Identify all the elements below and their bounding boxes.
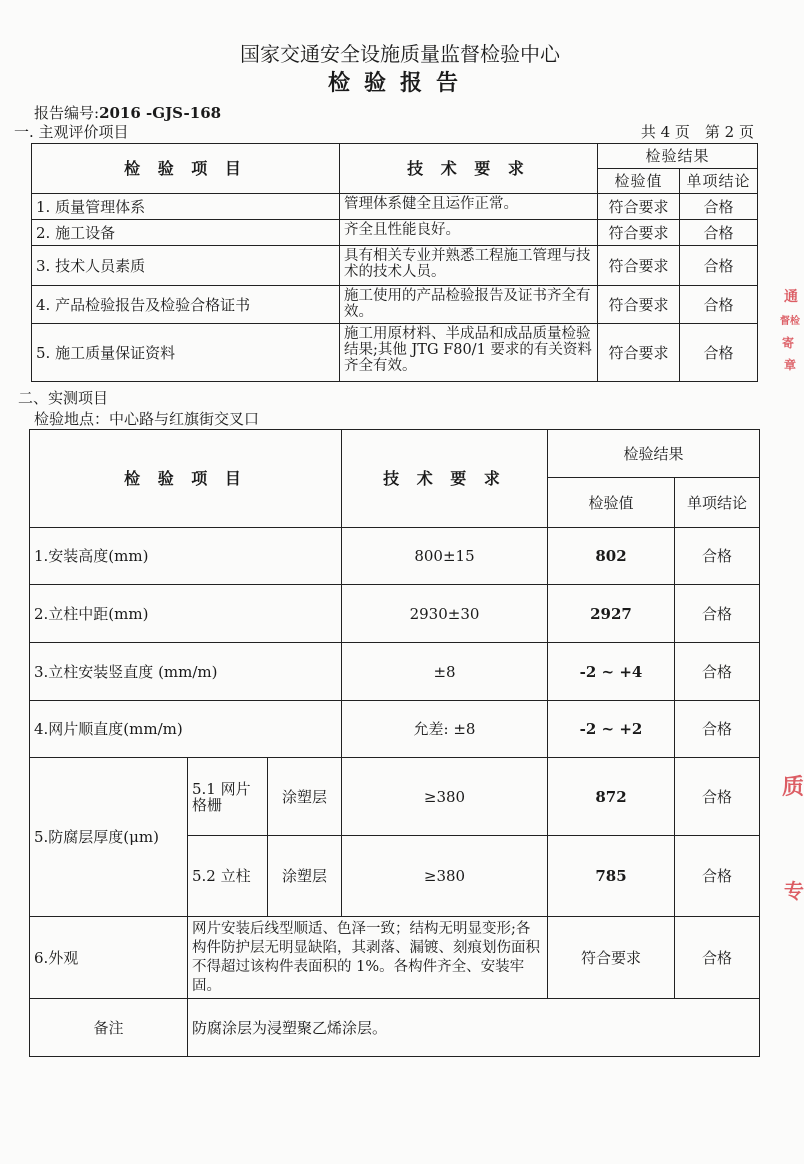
row-requirement: ≥380 <box>342 836 548 917</box>
row-requirement: 齐全且性能良好。 <box>340 220 598 246</box>
report-number <box>34 102 221 123</box>
stamp-fragment: 寄 <box>782 336 795 350</box>
remark-text: 防腐涂层为浸塑聚乙烯涂层。 <box>188 999 760 1057</box>
subjective-evaluation-table <box>31 143 758 382</box>
table-row <box>32 246 758 286</box>
row-item: 3.立柱安装竖直度 (mm/m) <box>30 643 342 701</box>
sub-item-layer: 涂塑层 <box>268 758 342 836</box>
row-conclusion: 合格 <box>680 286 758 324</box>
table-row <box>32 324 758 382</box>
section1-title: 一. 主观评价项目 <box>14 123 129 141</box>
page-info: 共 4 页 第 2 页 <box>640 123 754 141</box>
table-row <box>30 917 760 999</box>
row-item: 2.立柱中距(mm) <box>30 585 342 643</box>
row-item: 4. 产品检验报告及检验合格证书 <box>32 286 340 324</box>
row-value: 785 <box>548 836 675 917</box>
row-item: 5. 施工质量保证资料 <box>32 324 340 382</box>
row-requirement: ±8 <box>342 643 548 701</box>
header-value: 检验值 <box>548 478 675 528</box>
row-conclusion: 合格 <box>675 528 760 585</box>
row-requirement: 施工使用的产品检验报告及证书齐全有效。 <box>340 286 598 324</box>
table-row <box>30 758 760 836</box>
stamp-fragment: 章 <box>784 358 797 372</box>
inspection-location: 检验地点：中心路与红旗街交叉口 <box>34 410 260 428</box>
stamp-fragment: 质 <box>782 774 804 800</box>
header-item: 检 验 项 目 <box>32 144 340 194</box>
report-number-value: 2016 -GJS-168 <box>99 104 222 122</box>
row-value: 2927 <box>548 585 675 643</box>
row-conclusion: 合格 <box>680 220 758 246</box>
row-requirement: ≥380 <box>342 758 548 836</box>
remark-row <box>30 999 760 1057</box>
header-result: 检验结果 <box>598 144 758 169</box>
row-value: -2 ~ +4 <box>548 643 675 701</box>
table-row <box>32 286 758 324</box>
row-conclusion: 合格 <box>680 194 758 220</box>
row-conclusion: 合格 <box>675 917 760 999</box>
row-value: 符合要求 <box>598 286 680 324</box>
row-item: 1.安装高度(mm) <box>30 528 342 585</box>
row-requirement: 具有相关专业并熟悉工程施工管理与技术的技术人员。 <box>340 246 598 286</box>
section2-title: 二、实测项目 <box>18 389 109 407</box>
organization-name: 国家交通安全设施质量监督检验中心 <box>240 42 560 66</box>
row-conclusion: 合格 <box>675 585 760 643</box>
row-value: 符合要求 <box>598 220 680 246</box>
remark-label: 备注 <box>30 999 188 1057</box>
row-requirement: 施工用原材料、半成品和成品质量检验结果;其他 JTG F80/1 要求的有关资料齐全有效。 <box>340 324 598 382</box>
stamp-fragment: 通 <box>784 289 798 305</box>
row-value: 符合要求 <box>548 917 675 999</box>
sub-item-name: 5.2 立柱 <box>188 836 268 917</box>
coating-item: 5.防腐层厚度(μm) <box>30 758 188 917</box>
row-requirement: 管理体系健全且运作正常。 <box>340 194 598 220</box>
row-item: 1. 质量管理体系 <box>32 194 340 220</box>
sub-item-layer: 涂塑层 <box>268 836 342 917</box>
row-conclusion: 合格 <box>675 758 760 836</box>
header-result: 检验结果 <box>548 430 760 478</box>
stamp-fragment: 专 <box>784 879 804 903</box>
row-conclusion: 合格 <box>680 246 758 286</box>
table-row <box>32 220 758 246</box>
row-value: 802 <box>548 528 675 585</box>
row-value: 符合要求 <box>598 194 680 220</box>
sub-item-name: 5.1 网片格栅 <box>188 758 268 836</box>
report-number-label: 报告编号: <box>34 104 100 122</box>
measured-items-table <box>29 429 760 1057</box>
header-requirement: 技 术 要 求 <box>340 144 598 194</box>
table-row <box>30 701 760 758</box>
header-value: 检验值 <box>598 169 680 194</box>
header-requirement: 技 术 要 求 <box>342 430 548 528</box>
row-value: -2 ~ +2 <box>548 701 675 758</box>
stamp-fragment: 督检 <box>780 316 800 327</box>
row-conclusion: 合格 <box>675 701 760 758</box>
table-row <box>32 194 758 220</box>
header-conclusion: 单项结论 <box>675 478 760 528</box>
header-item: 检 验 项 目 <box>30 430 342 528</box>
table-row <box>30 585 760 643</box>
row-item: 4.网片顺直度(mm/m) <box>30 701 342 758</box>
report-title: 检验报告 <box>327 70 472 96</box>
row-conclusion: 合格 <box>680 324 758 382</box>
header-conclusion: 单项结论 <box>680 169 758 194</box>
row-conclusion: 合格 <box>675 836 760 917</box>
table-row <box>30 528 760 585</box>
row-conclusion: 合格 <box>675 643 760 701</box>
row-item: 3. 技术人员素质 <box>32 246 340 286</box>
row-value: 符合要求 <box>598 324 680 382</box>
row-requirement: 800±15 <box>342 528 548 585</box>
table-row <box>30 643 760 701</box>
row-requirement: 允差: ±8 <box>342 701 548 758</box>
row-item: 2. 施工设备 <box>32 220 340 246</box>
appearance-item: 6.外观 <box>30 917 188 999</box>
row-requirement: 2930±30 <box>342 585 548 643</box>
row-value: 符合要求 <box>598 246 680 286</box>
appearance-requirement: 网片安装后线型顺适、色泽一致；结构无明显变形;各构件防护层无明显缺陷，其剥落、漏镀、刻痕划伤面积不得超过该构件表面积的 1%。各构件齐全、安装牢固。 <box>188 917 548 999</box>
row-value: 872 <box>548 758 675 836</box>
